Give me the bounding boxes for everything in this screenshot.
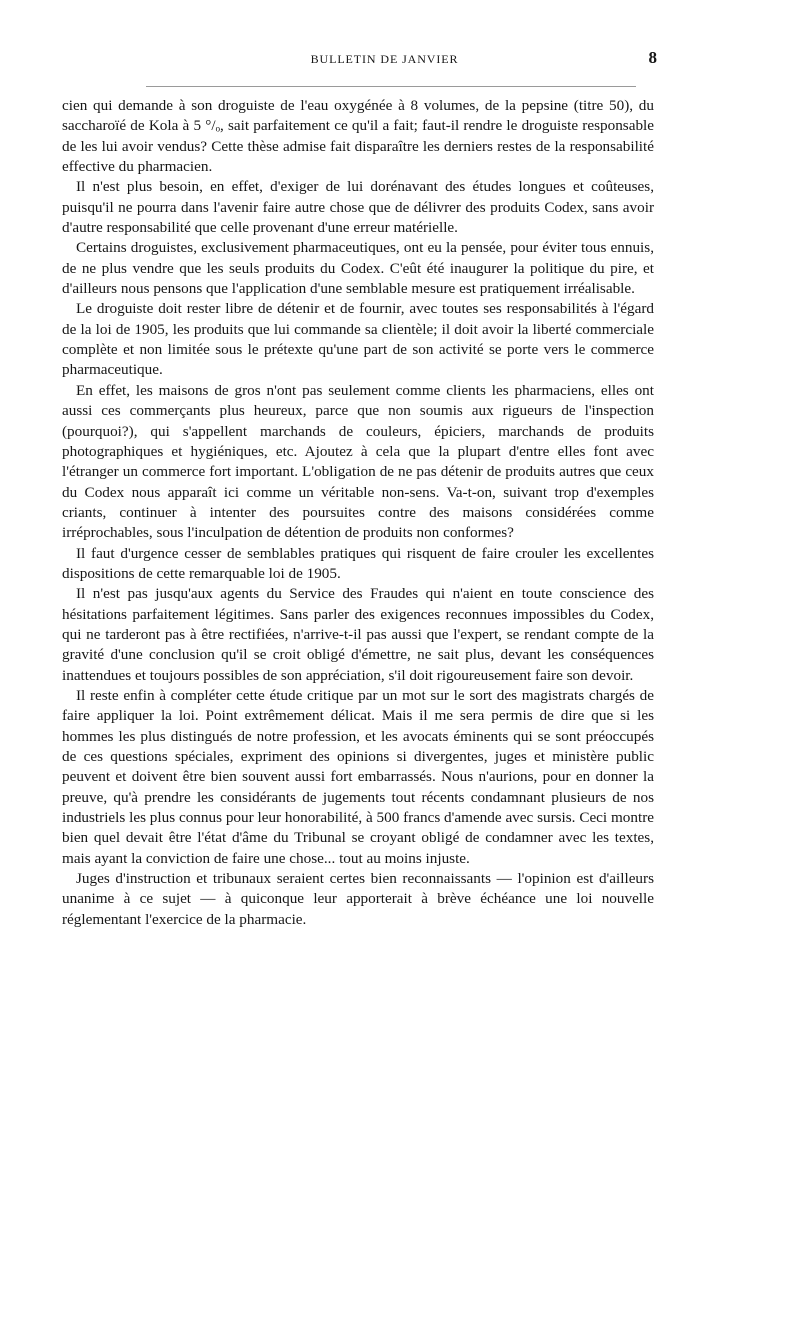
paragraph-4: Le droguiste doit rester libre de détenir et de fournir, avec toutes ses responsabilités à l'égard de la loi de 1905, les produits que lui commande sa clientèle; il doit avoir la liberté commerciale complète et non limitée sous le prétexte qu'une part de son activité se porte vers le commerce pharmaceutique. <box>62 300 654 379</box>
running-title: BULLETIN DE JANVIER <box>310 52 459 66</box>
page-number: 8 <box>648 48 657 67</box>
paragraph-3: Certains droguistes, exclusivement pharmaceutiques, ont eu la pensée, pour éviter tous ennuis, de ne plus vendre que les seuls produits du Codex. C'eût été inaugurer la politique du pire, et d'ailleurs nous pensons que l'application d'une semblable mesure est pratiquement irréalisable. <box>62 239 654 298</box>
header-rule <box>146 86 636 87</box>
paragraph-5: En effet, les maisons de gros n'ont pas seulement comme clients les pharmaciens, elles ont aussi ces commerçants plus heureux, parce que non soumis aux rigueurs de l'inspection (pourquoi?), qui s'appellent marchands de couleurs, épiciers, marchands de produits photographiques et hygiéniques, etc. Ajoutez à cela que la plupart d'entre elles font avec l'étranger un commerce fort important. L'obligation de ne pas détenir de produits autres que ceux du Codex nous apparaît ici comme un véritable non-sens. Va-t-on, suivant trop d'exemples criants, continuer à intenter des poursuites contre des maisons considérées comme irréprochables, sous l'inculpation de détention de produits non conformes? <box>62 381 654 542</box>
paragraph-9: Juges d'instruction et tribunaux seraient certes bien reconnaissants — l'opinion est d'ailleurs unanime à ce sujet — à quiconque leur apporterait à brève échéance une loi nouvelle réglementant l'exercice de la pharmacie. <box>62 870 654 928</box>
article-body <box>62 96 654 930</box>
paragraph-8: Il reste enfin à compléter cette étude critique par un mot sur le sort des magistrats chargés de faire appliquer la loi. Point extrêmement délicat. Mais il me sera permis de dire que si les hommes les plus distingués de notre profession, et les avocats éminents qui se sont préoccupés de ces questions spéciales, expriment des opinions si divergentes, juges et ministère public peuvent et doivent être bien souvent aussi fort embarrassés. Nous n'aurions, pour en donner la preuve, qu'à prendre les considérants de jugements tout récents condamnant plusieurs de nos industriels les plus connus pour leur honorabilité, à 500 francs d'amende avec sursis. Ceci montre bien quel devait être l'état d'âme du Tribunal se croyant obligé de condamner avec les textes, mais ayant la conviction de faire une chose... tout au moins injuste. <box>62 686 654 867</box>
paragraph-1: cien qui demande à son droguiste de l'eau oxygénée à 8 volumes, de la pepsine (titre 50), du saccharoïé de Kola à 5 °/ₒ, sait parfaitement ce qu'il a fait; faut-il rendre le droguiste responsable de les lui avoir vendus? Cette thèse admise fait disparaître les derniers restes de la responsabilité effective du pharmacien. <box>62 97 654 176</box>
page-header <box>112 48 657 72</box>
paragraph-2: Il n'est plus besoin, en effet, d'exiger de lui dorénavant des études longues et coûteuses, puisqu'il ne pourra dans l'avenir faire autre chose que de délivrer des produits Codex, sans avoir d'autre responsabilité que celle provenant d'une erreur matérielle. <box>62 178 654 237</box>
paragraph-6: Il faut d'urgence cesser de semblables pratiques qui risquent de faire crouler les excellentes dispositions de cette remarquable loi de 1905. <box>62 544 654 582</box>
paragraph-7: Il n'est pas jusqu'aux agents du Service des Fraudes qui n'aient en toute conscience des hésitations parfaitement légitimes. Sans parler des exigences reconnues impossibles du Codex, qui ne tarderont pas à être rectifiées, n'arrive-t-il pas aussi que l'expert, se rendant compte de la gravité d'une conclusion qu'il se croit obligé d'émettre, ne sait plus, devant les conséquences inattendues et toujours possibles de son appréciation, s'il doit rigoureusement faire son devoir. <box>62 585 654 684</box>
